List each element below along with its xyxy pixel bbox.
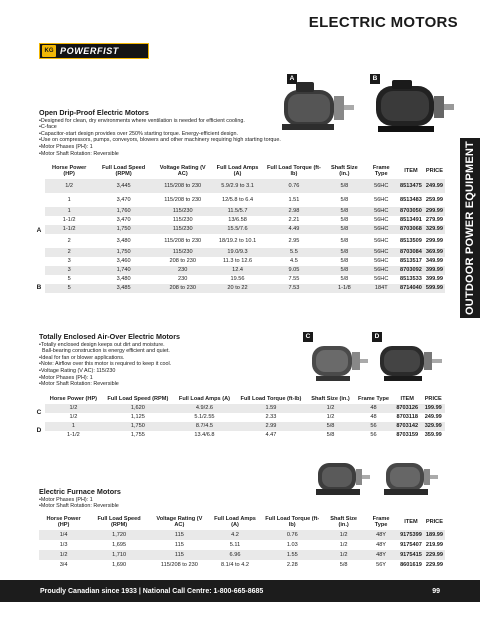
cell: 1/3 <box>59 541 68 548</box>
cell: 1,750 <box>93 225 154 234</box>
cell: 56 <box>370 432 377 439</box>
item-number: 8703142 <box>393 422 422 431</box>
cell: 2.98 <box>264 207 325 216</box>
item-number: 8703084 <box>400 249 422 256</box>
cell: 56HC <box>374 196 389 203</box>
cell: 5/8 <box>340 276 349 283</box>
motor-image-d <box>376 340 444 386</box>
price: 399.99 <box>424 266 445 275</box>
page-footer <box>0 580 480 602</box>
price: 229.99 <box>424 550 445 560</box>
cell: 5/8 <box>340 237 349 244</box>
cell: 230 <box>178 276 188 283</box>
cell: 115/208 to 230 <box>160 561 198 568</box>
table-row <box>33 225 445 234</box>
col-header: Voltage Rating (V AC) <box>159 164 206 177</box>
cell: 1/2 <box>307 404 354 413</box>
cell: 56HC <box>364 225 398 234</box>
furnace-title: Electric Furnace Motors <box>39 487 121 496</box>
price: 219.99 <box>425 541 443 548</box>
col-header: Full Load Amps (A) <box>216 164 259 177</box>
tefc-bullet: •Voltage Rating (V AC): 115/230 <box>39 367 116 374</box>
footer-contact: Proudly Canadian since 1933 | National Call Centre: 1-800-665-8685 <box>40 587 264 595</box>
cell: 1.03 <box>286 541 298 548</box>
table-row <box>33 257 445 266</box>
col-header: Horse Power (HP) <box>46 515 81 528</box>
page-header-title: ELECTRIC MOTORS <box>308 14 458 31</box>
cell: 56 <box>354 422 393 431</box>
cell: 11.5/5.7 <box>212 207 264 216</box>
cell: 56HC <box>364 266 398 275</box>
table-row <box>33 275 445 284</box>
cell: 115 <box>174 541 184 548</box>
col-header: Shaft Size (in.) <box>311 395 350 402</box>
cell: 4.49 <box>264 225 325 234</box>
cell: 5/8 <box>326 432 335 439</box>
cell: 8.7/4.5 <box>174 422 235 431</box>
cell: 1 <box>45 207 93 216</box>
cell: 115/230 <box>154 207 212 216</box>
table-row <box>33 207 445 216</box>
col-header: Shaft Size (in.) <box>330 515 357 528</box>
cell: 4.2 <box>209 530 262 540</box>
cell: 5/8 <box>324 179 364 193</box>
odp-bullet: •Capacitor-start design provides over 250% starting torque. Energy-efficient design. <box>39 130 238 137</box>
price: 399.99 <box>425 276 443 283</box>
powerfist-logo <box>39 43 149 59</box>
cell: 1,750 <box>102 422 174 431</box>
table-row <box>33 266 445 275</box>
image-label-b: B <box>370 74 380 84</box>
cell: 5/8 <box>339 561 348 568</box>
cell: 1.59 <box>235 404 307 413</box>
item-number: 8703159 <box>396 432 419 439</box>
cell: 1/2 <box>45 179 93 193</box>
item-number: 8513533 <box>400 276 422 283</box>
image-label-c: C <box>303 332 313 342</box>
furnace-motor-image-2 <box>380 455 440 501</box>
cell: 7.55 <box>288 276 300 283</box>
image-label-d: D <box>372 332 382 342</box>
odp-bullet: •Use on compressors, pumps, conveyors, blowers and other machinery requiring high starting torque. <box>39 137 281 144</box>
table-row <box>33 404 445 413</box>
cell: 1,690 <box>112 561 127 568</box>
item-number: 8601619 <box>400 561 422 568</box>
cell: 7.53 <box>264 284 325 293</box>
cell: 20 to 22 <box>212 284 264 293</box>
cell: 5.9/2.9 to 3.1 <box>212 179 264 193</box>
table-row <box>33 413 445 422</box>
price: 259.99 <box>425 196 443 203</box>
item-number: 8714040 <box>400 285 422 292</box>
tefc-bullet: •Motor Shaft Rotation: Reversible <box>39 381 119 388</box>
cell: 19.56 <box>230 276 245 283</box>
group-label-a: A <box>33 179 45 284</box>
item-number: 8703126 <box>393 404 422 413</box>
cell: 4.5 <box>290 258 298 265</box>
cell: 1/4 <box>39 530 88 540</box>
cell: 2 <box>67 237 71 244</box>
cell: 115/230 <box>172 217 193 224</box>
cell: 0.76 <box>264 179 325 193</box>
cell: 2.33 <box>265 414 277 421</box>
furnace-motor-image-1 <box>312 455 372 501</box>
col-header: Voltage Rating (V AC) <box>156 515 203 528</box>
price: 329.99 <box>422 422 446 431</box>
cell: 115/208 to 230 <box>164 196 202 203</box>
cell: 5/8 <box>340 217 349 224</box>
odp-bullet: •Motor Phases (PH): 1 <box>39 143 93 150</box>
table-row <box>39 530 445 540</box>
price: 349.99 <box>425 258 443 265</box>
tefc-bullet: Ball-bearing construction is energy efficient and quiet. <box>39 348 170 355</box>
cell: 1/2 <box>323 530 364 540</box>
odp-bullet: •C-face <box>39 124 57 131</box>
cell: 1-1/2 <box>62 217 76 224</box>
cell: 3,480 <box>116 276 131 283</box>
cell: 4.9/2.6 <box>174 404 235 413</box>
col-header: Full Load Speed (RPM) <box>97 515 141 528</box>
table-row <box>33 216 445 225</box>
table-row <box>33 248 445 257</box>
cell: 1/2 <box>39 550 88 560</box>
col-header: Full Load Amps (A) <box>214 515 256 528</box>
cell: 48Y <box>364 530 398 540</box>
table-row <box>33 422 445 431</box>
cell: 0.76 <box>261 530 323 540</box>
cell: 115 <box>150 530 209 540</box>
cell: 56HC <box>364 179 398 193</box>
cell: 208 to 230 <box>169 258 196 265</box>
item-number: 8703118 <box>396 414 418 421</box>
price: 299.99 <box>424 207 445 216</box>
cell: 5.11 <box>229 541 241 548</box>
cell: 19.0/9.3 <box>212 248 264 257</box>
cell: 6.96 <box>209 550 262 560</box>
cell: 1-1/2 <box>45 225 93 234</box>
cell: 230 <box>154 266 212 275</box>
price: 359.99 <box>424 432 442 439</box>
cell: 115/208 to 230 <box>164 237 202 244</box>
image-label-a: A <box>287 74 297 84</box>
cell: 5/8 <box>340 196 349 203</box>
cell: 9.05 <box>264 266 325 275</box>
cell: 1,620 <box>102 404 174 413</box>
tefc-bullet: •Motor Phases (PH): 1 <box>39 374 93 381</box>
cell: 3,470 <box>116 217 131 224</box>
cell: 3,480 <box>116 237 131 244</box>
price: 249.99 <box>424 414 442 421</box>
item-number: 9175407 <box>400 541 422 548</box>
col-header: ITEM <box>404 518 418 525</box>
side-category-tab <box>460 138 480 318</box>
group-label-b: B <box>33 284 45 293</box>
cell: 56HC <box>374 237 389 244</box>
price: 369.99 <box>424 248 445 257</box>
cell: 5/8 <box>307 422 354 431</box>
table-row <box>33 234 445 248</box>
odp-description <box>39 110 339 157</box>
cell: 1,760 <box>93 207 154 216</box>
cell: 5/8 <box>340 258 349 265</box>
price: 599.99 <box>424 284 445 293</box>
odp-spec-table <box>33 163 445 293</box>
cell: 1/2 <box>45 404 102 413</box>
col-header: Frame Type <box>372 515 390 528</box>
col-header: Frame Type <box>372 164 390 177</box>
cell: 1,750 <box>93 248 154 257</box>
price: 229.99 <box>425 561 443 568</box>
table-row <box>39 550 445 560</box>
cell: 1/2 <box>323 550 364 560</box>
cell: 1,710 <box>88 550 150 560</box>
cell: 115/230 <box>154 225 212 234</box>
table-header-row <box>33 394 445 404</box>
cell: 13.4/6.8 <box>194 432 215 439</box>
cell: 12/5.8 to 6.4 <box>221 196 254 203</box>
price: 189.99 <box>424 530 445 540</box>
cell: 3,445 <box>93 179 154 193</box>
cell: 3,485 <box>93 284 154 293</box>
item-number: 8703092 <box>400 267 422 274</box>
group-label-d: D <box>33 422 45 440</box>
table-header-row <box>33 163 445 179</box>
cell: 3,460 <box>116 258 131 265</box>
col-header: Horse Power (HP) <box>49 395 98 402</box>
col-header: Full Load Speed (RPM) <box>107 395 169 402</box>
brand-name: POWERFIST <box>60 46 119 56</box>
cell: 1 <box>45 422 102 431</box>
cell: 12.4 <box>212 266 264 275</box>
cell: 1,125 <box>130 414 145 421</box>
cell: 1/2 <box>339 541 348 548</box>
item-number: 8513509 <box>400 237 422 244</box>
cell: 48Y <box>376 541 387 548</box>
cell: 1,695 <box>112 541 127 548</box>
table-row <box>39 560 445 570</box>
motor-image-c <box>306 340 370 386</box>
col-header: PRICE <box>425 167 443 174</box>
col-header: Full Load Torque (ft-lb) <box>265 515 320 528</box>
cell: 11.3 to 12.6 <box>222 258 253 265</box>
item-number: 8513483 <box>400 196 422 203</box>
tefc-bullet: •Ideal for fan or blower applications. <box>39 354 125 361</box>
col-header: Horse Power (HP) <box>52 164 87 177</box>
cell: 56HC <box>374 258 389 265</box>
odp-bullet: •Motor Shaft Rotation: Reversible <box>39 150 119 157</box>
col-header: Full Load Amps (A) <box>178 395 230 402</box>
cell: 5/8 <box>324 248 364 257</box>
cell: 5 <box>45 284 93 293</box>
item-number: 9175399 <box>398 530 424 540</box>
cell: 48Y <box>364 550 398 560</box>
motor-image-b <box>372 80 456 136</box>
cell: 56HC <box>374 276 389 283</box>
cell: 1,740 <box>93 266 154 275</box>
cell: 56Y <box>376 561 387 568</box>
tefc-bullet: •Totally enclosed design keeps out dirt and moisture. <box>39 341 165 348</box>
cell: 5.1/2.55 <box>194 414 215 421</box>
cell: 2 <box>45 248 93 257</box>
furnace-spec-table <box>39 514 445 570</box>
cell: 1-1/8 <box>324 284 364 293</box>
item-number: 8513491 <box>400 217 422 224</box>
cell: 2.28 <box>286 561 298 568</box>
table-row <box>33 431 445 440</box>
cell: 1/2 <box>69 414 78 421</box>
item-number: 9175415 <box>398 550 424 560</box>
col-header: ITEM <box>404 167 418 174</box>
price: 279.99 <box>425 217 443 224</box>
cell: 1 <box>67 196 71 203</box>
furnace-bullet: •Motor Shaft Rotation: Reversible <box>39 503 119 510</box>
tefc-title: Totally Enclosed Air-Over Electric Motors <box>39 332 180 341</box>
odp-bullet: •Designed for clean, dry environments where ventilation is needed for efficient cooling. <box>39 117 245 124</box>
cell: 115 <box>150 550 209 560</box>
price: 299.99 <box>425 237 443 244</box>
price: 199.99 <box>422 404 446 413</box>
cell: 1.51 <box>288 196 300 203</box>
col-header: Full Load Torque (ft-lb) <box>266 164 321 177</box>
cell: 56HC <box>374 217 389 224</box>
cell: 208 to 230 <box>154 284 212 293</box>
col-header: Full Load Speed (RPM) <box>102 164 146 177</box>
cell: 56HC <box>364 207 398 216</box>
cell: 1-1/2 <box>67 432 80 439</box>
col-header: Frame Type <box>358 395 389 402</box>
cell: 1/2 <box>326 414 335 421</box>
cell: 5/8 <box>324 266 364 275</box>
furnace-description <box>39 489 239 510</box>
price: 329.99 <box>424 225 445 234</box>
tefc-description <box>39 334 299 388</box>
side-tab-label: OUTDOOR POWER EQUIPMENT <box>464 141 476 315</box>
price: 249.99 <box>424 179 445 193</box>
col-header: PRICE <box>425 518 443 525</box>
group-label-c: C <box>33 404 45 422</box>
cell: 3,470 <box>116 196 131 203</box>
brand-badge: KG <box>42 45 56 57</box>
cell: 3 <box>45 266 93 275</box>
table-row <box>33 179 445 193</box>
col-header: Full Load Torque (ft-lb) <box>240 395 302 402</box>
item-number: 8703068 <box>400 226 422 233</box>
item-number: 8513475 <box>398 179 424 193</box>
cell: 48 <box>370 414 377 421</box>
col-header: ITEM <box>400 395 414 402</box>
odp-title: Open Drip-Proof Electric Motors <box>39 108 149 117</box>
table-row <box>33 284 445 293</box>
cell: 15.5/7.6 <box>212 225 264 234</box>
cell: 115/208 to 230 <box>154 179 212 193</box>
furnace-bullet: •Motor Phases (PH): 1 <box>39 496 93 503</box>
table-header-row <box>39 514 445 530</box>
cell: 1,720 <box>88 530 150 540</box>
cell: 184T <box>364 284 398 293</box>
cell: 5.5 <box>264 248 325 257</box>
table-row <box>33 193 445 207</box>
cell: 48 <box>354 404 393 413</box>
cell: 8.1/4 to 4.2 <box>220 561 249 568</box>
item-number: 8703050 <box>400 208 422 215</box>
cell: 5/8 <box>324 225 364 234</box>
tefc-bullet: •Note: Airflow over this motor is required to keep it cool. <box>39 361 172 368</box>
cell: 5 <box>67 276 71 283</box>
cell: 1,755 <box>130 432 145 439</box>
item-number: 8513517 <box>400 258 422 265</box>
cell: 115/230 <box>154 248 212 257</box>
cell: 2.99 <box>235 422 307 431</box>
col-header: PRICE <box>424 395 442 402</box>
cell: 13/6.58 <box>228 217 247 224</box>
cell: 3/4 <box>59 561 68 568</box>
cell: 2.95 <box>288 237 300 244</box>
cell: 18/19.2 to 10.1 <box>218 237 257 244</box>
table-row <box>39 540 445 550</box>
tefc-spec-table <box>33 394 445 440</box>
cell: 3 <box>67 258 71 265</box>
cell: 5/8 <box>324 207 364 216</box>
cell: 4.47 <box>265 432 277 439</box>
col-header: Shaft Size (in.) <box>330 164 358 177</box>
cell: 56HC <box>364 248 398 257</box>
page-number: 99 <box>432 587 440 595</box>
cell: 2.21 <box>288 217 300 224</box>
cell: 1.55 <box>261 550 323 560</box>
